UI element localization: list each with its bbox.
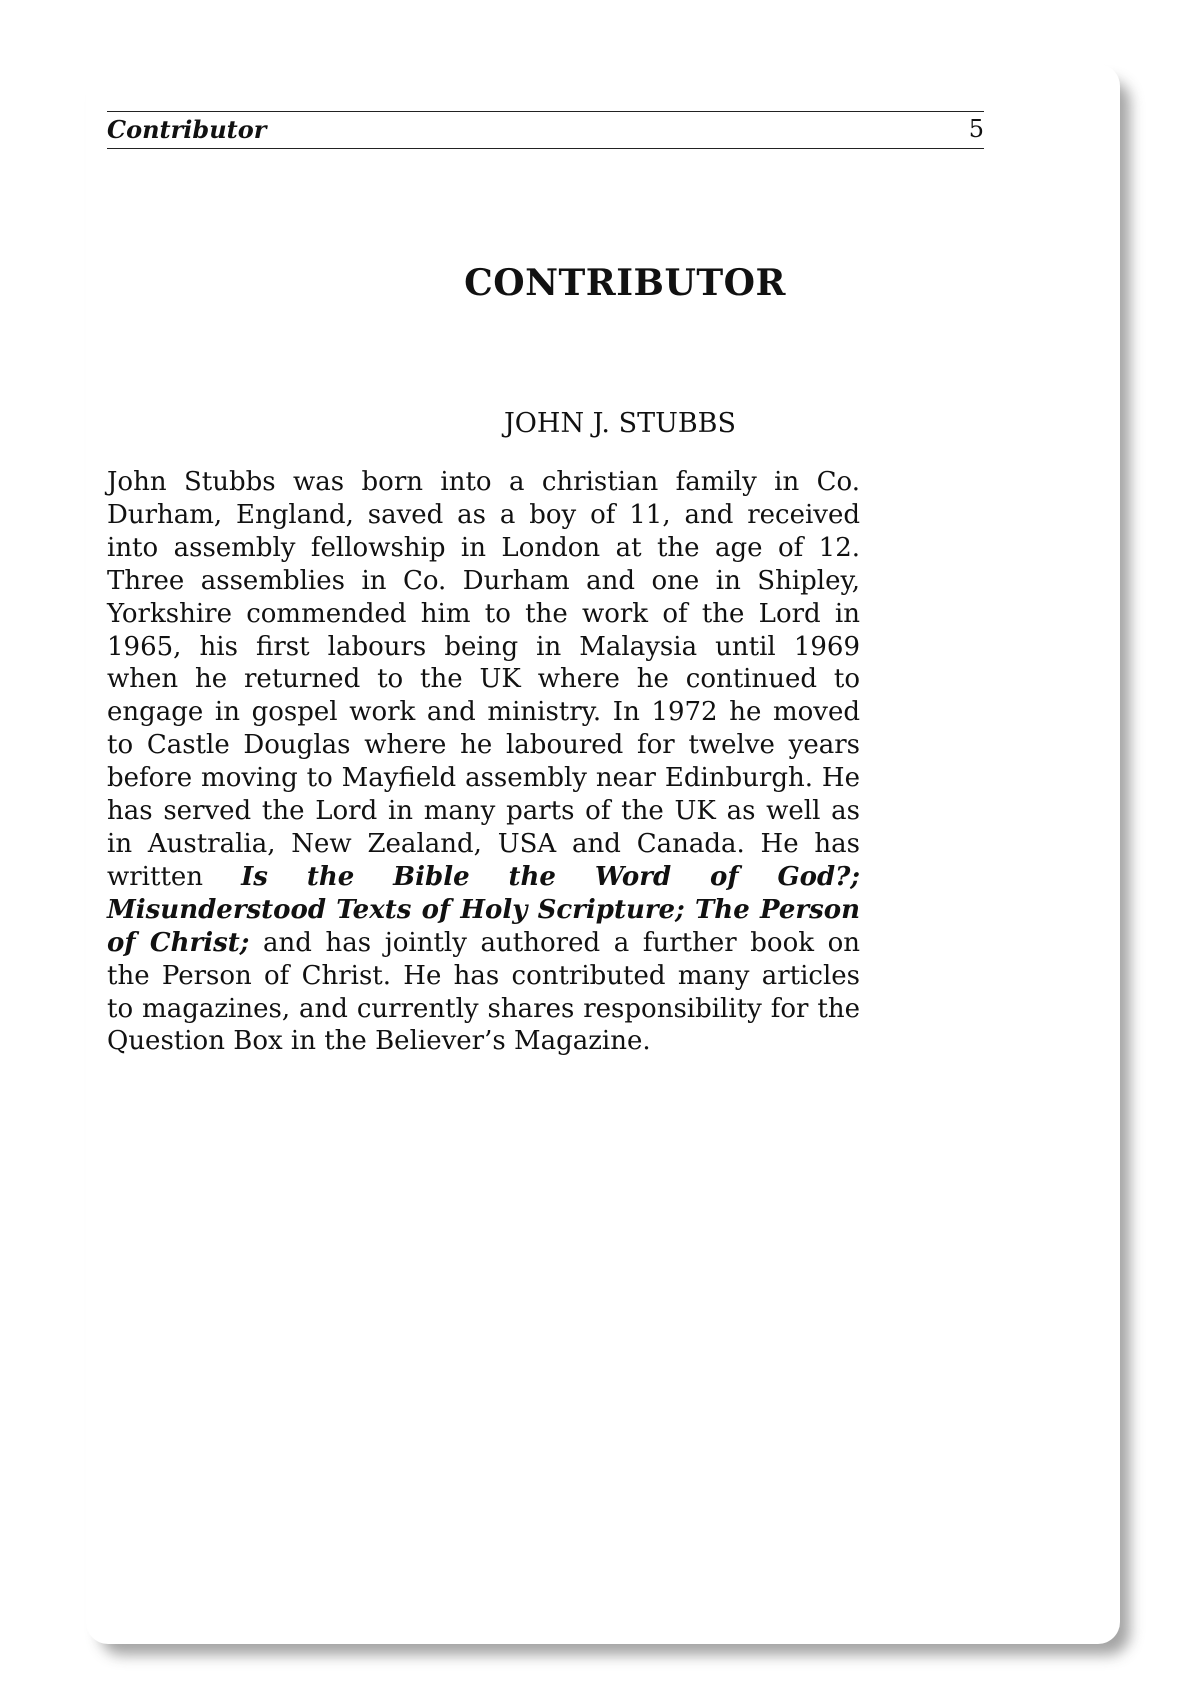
bio-text-after: and has jointly authored a further book on the Person of Christ. He has contributed many articles to magazines, and currently shares responsibility for the Question Box in the Believer’s Magazine. <box>107 927 860 1057</box>
bio-book-titles: Is the Bible the Word of God?; Misunderstood Texts of Holy Scripture; The Person of Christ; <box>107 861 861 958</box>
chapter-title: CONTRIBUTOR <box>464 262 786 304</box>
running-title: Contributor <box>107 115 267 144</box>
author-biography <box>107 466 860 1058</box>
running-header <box>107 111 984 149</box>
bio-text-before: John Stubbs was born into a christian family in Co. Durham, England, saved as a boy of 11, and received into assembly fellowship in London at the age of 12. Three assemblies in Co. Durham and one in Shipley, Yorkshire commended him to the work of the Lord in 1965, his first labours being in Malaysia until 1969 when he returned to the UK where he continued to engage in gospel work and ministry. In 1972 he moved to Castle Douglas where he laboured for twelve years before moving to Mayfield assembly near Edinburgh. He has served the Lord in many parts of the UK as well as in Australia, New Zealand, USA and Canada. He has written <box>107 467 860 892</box>
author-name: JOHN J. STUBBS <box>503 408 737 439</box>
page-number: 5 <box>968 115 984 143</box>
